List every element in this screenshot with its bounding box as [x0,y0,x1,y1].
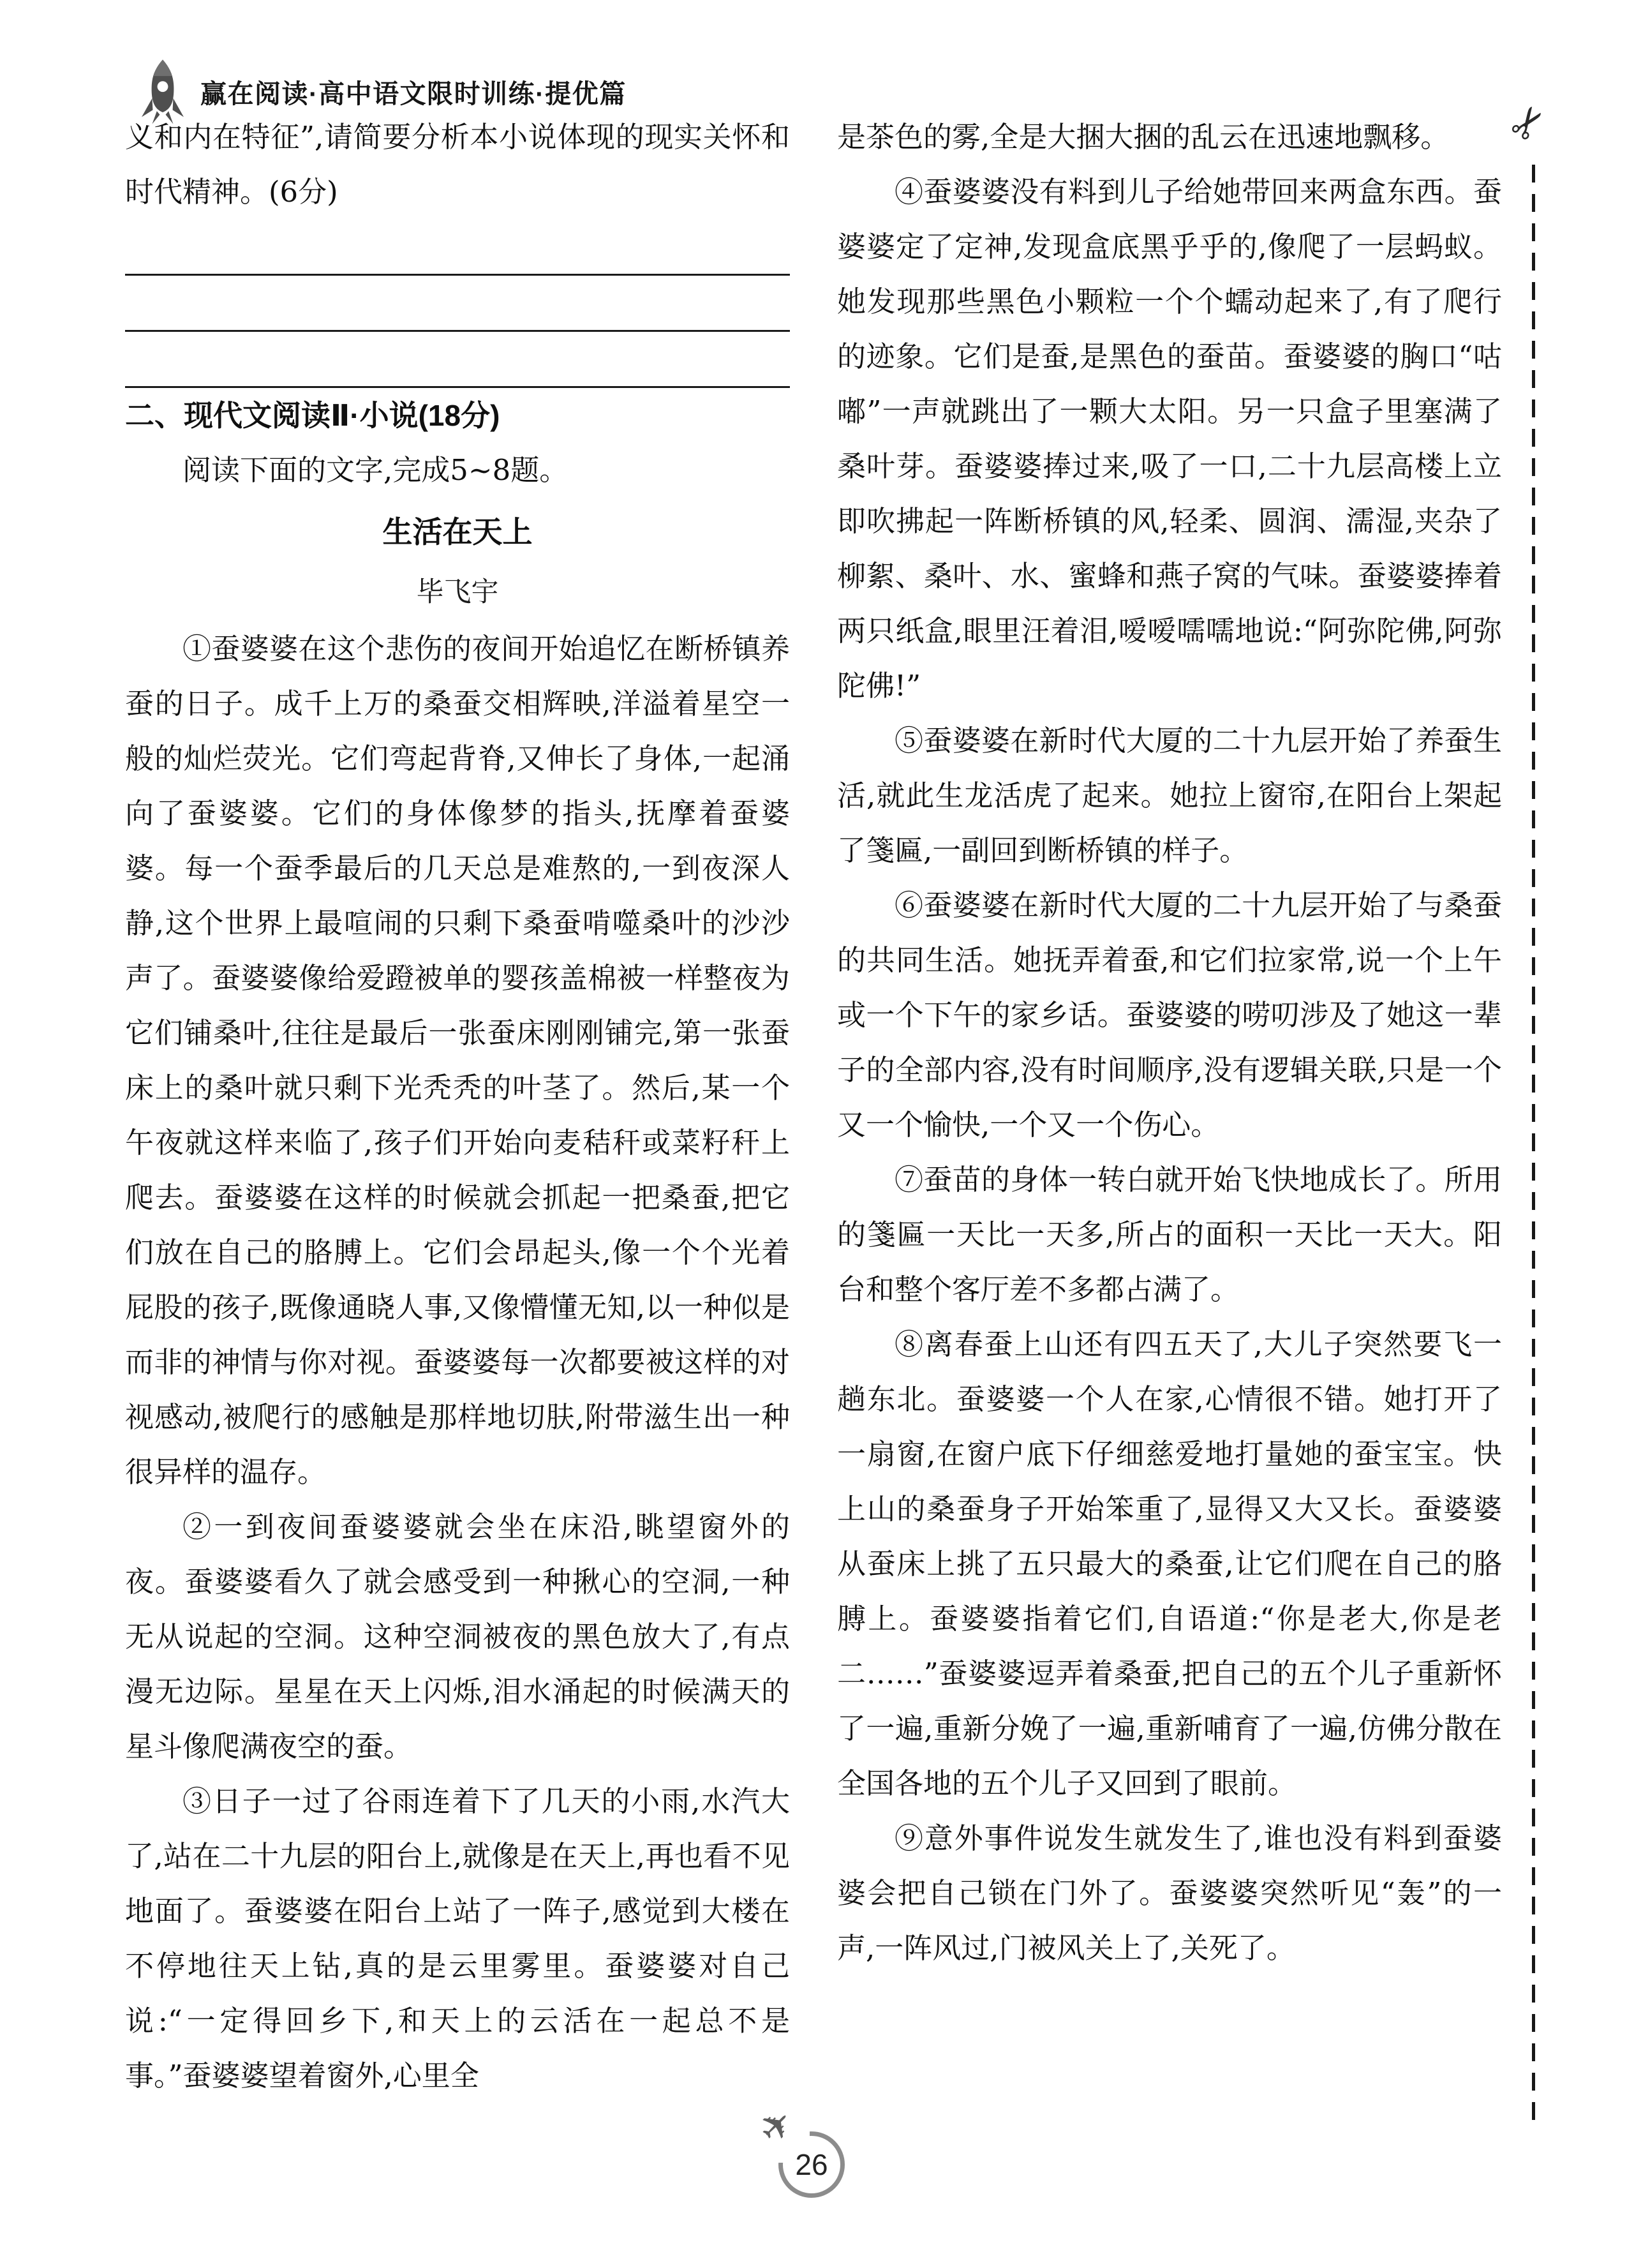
story-title: 生活在天上 [382,515,533,549]
page-number-badge [749,2099,847,2200]
story-paragraph-7: ⑦蚕苗的身体一转白就开始飞快地成长了。所用的箋匾一天比一天多,所占的面积一天比一天大。阳台和整个客厅差不多都占满了。 [837,1163,1502,1306]
story-paragraph-1: ①蚕婆婆在这个悲伤的夜间开始追忆在断桥镇养蚕的日子。成千上万的桑蚕交相辉映,洋溢着星空一般的灿烂荧光。它们弯起背脊,又伸长了身体,一起涌向了蚕婆婆。它们的身体像梦的指头,抚摩着蚕婆婆。每一个蚕季最后的几天总是难熬的,一到夜深人静,这个世界上最喧闹的只剩下桑蚕啃噬桑叶的沙沙声了。蚕婆婆像给爱蹬被单的婴孩盖棉被一样整夜为它们铺桑叶,往往是最后一张蚕床刚刚铺完,第一张蚕床上的桑叶就只剩下光秃秃的叶茎了。然后,某一个午夜就这样来临了,孩子们开始向麦秸秆或菜籽秆上爬去。蚕婆婆在这样的时候就会抓起一把桑蚕,把它们放在自己的胳膊上。它们会昂起头,像一个个光着屁股的孩子,既像通晓人事,又像懵懂无知,以一种似是而非的神情与你对视。蚕婆婆每一次都要被这样的对视感动,被爬行的感触是那样地切肤,附带滋生出一种很异样的温存。 [125,632,790,1489]
cut-dashed-line [1532,165,1535,2125]
story-paragraph-3: ③日子一过了谷雨连着下了几天的小雨,水汽大了,站在二十九层的阳台上,就像是在天上,再也看不见地面了。蚕婆婆在阳台上站了一阵子,感觉到大楼在不停地往天上钻,真的是云里雾里。蚕婆婆对自己说:“一定得回乡下,和天上的云活在一起总不是事。”蚕婆婆望着窗外,心里全 [125,1784,790,2093]
right-column [837,110,1502,1976]
answer-lines [125,220,790,388]
story-paragraph-6: ⑥蚕婆婆在新时代大厦的二十九层开始了与桑蚕的共同生活。她抚弄着蚕,和它们拉家常,说一个上午或一个下午的家乡话。蚕婆婆的唠叨涉及了她这一辈子的全部内容,没有时间顺序,没有逻辑关联,只是一个又一个愉快,一个又一个伤心。 [837,888,1502,1142]
answer-line [125,220,790,276]
page-number: 26 [795,2148,828,2181]
story-paragraph-4: ④蚕婆婆没有料到儿子给她带回来两盒东西。蚕婆婆定了定神,发现盒底黑乎乎的,像爬了一层蚂蚁。她发现那些黑色小颗粒一个个蠕动起来了,有了爬行的迹象。它们是蚕,是黑色的蚕苗。蚕婆婆的胸口“咕嘟”一声就跳出了一颗大太阳。另一只盒子里塞满了桑叶芽。蚕婆婆捧过来,吸了一口,二十九层高楼上立即吹拂起一阵断桥镇的风,轻柔、圆润、濡湿,夹杂了柳絮、桑叶、水、蜜蜂和燕子窝的气味。蚕婆婆捧着两只纸盒,眼里汪着泪,嗳嗳嚅嚅地说:“阿弥陀佛,阿弥陀佛!” [837,175,1502,703]
story-paragraph-2: ②一到夜间蚕婆婆就会坐在床沿,眺望窗外的夜。蚕婆婆看久了就会感受到一种揪心的空洞,一种无从说起的空洞。这种空洞被夜的黑色放大了,有点漫无边际。星星在天上闪烁,泪水涌起的时候满天的星斗像爬满夜空的蚕。 [125,1510,790,1763]
scissors-icon: ✂ [1497,94,1559,152]
story-paragraph-3-continued: 是茶色的雾,全是大捆大捆的乱云在迅速地飘移。 [837,120,1450,154]
book-series-title: 赢在阅读·高中语文限时训练·提优篇 [200,78,627,108]
story-paragraph-8: ⑧离春蚕上山还有四五天了,大儿子突然要飞一趟东北。蚕婆婆一个人在家,心情很不错。她打开了一扇窗,在窗户底下仔细慈爱地打量她的蚕宝宝。快上山的桑蚕身子开始笨重了,显得又大又长。蚕婆婆从蚕床上挑了五只最大的桑蚕,让它们爬在自己的胳膊上。蚕婆婆指着它们,自语道:“你是老大,你是老二……”蚕婆婆逗弄着桑蚕,把自己的五个儿子重新怀了一遍,重新分娩了一遍,重新哺育了一遍,仿佛分散在全国各地的五个儿子又回到了眼前。 [837,1327,1502,1800]
story-paragraph-5: ⑤蚕婆婆在新时代大厦的二十九层开始了养蚕生活,就此生龙活虎了起来。她拉上窗帘,在阳台上架起了箋匾,一副回到断桥镇的样子。 [837,724,1502,867]
airplane-icon: ✈ [749,2099,804,2154]
question-tail-text: 义和内在特征”,请简要分析本小说体现的现实关怀和时代精神。(6分) [125,120,790,209]
reading-intro: 阅读下面的文字,完成5~8题。 [182,453,568,487]
story-paragraph-9: ⑨意外事件说发生就发生了,谁也没有料到蚕婆婆会把自己锁在门外了。蚕婆婆突然听见“轰”的一声,一阵风过,门被风关上了,关死了。 [837,1821,1502,1965]
answer-line [125,276,790,332]
section-heading: 二、现代文阅读Ⅱ·小说(18分) [125,399,500,432]
story-author: 毕飞宇 [416,576,499,608]
left-column [125,110,790,2103]
answer-line [125,332,790,388]
